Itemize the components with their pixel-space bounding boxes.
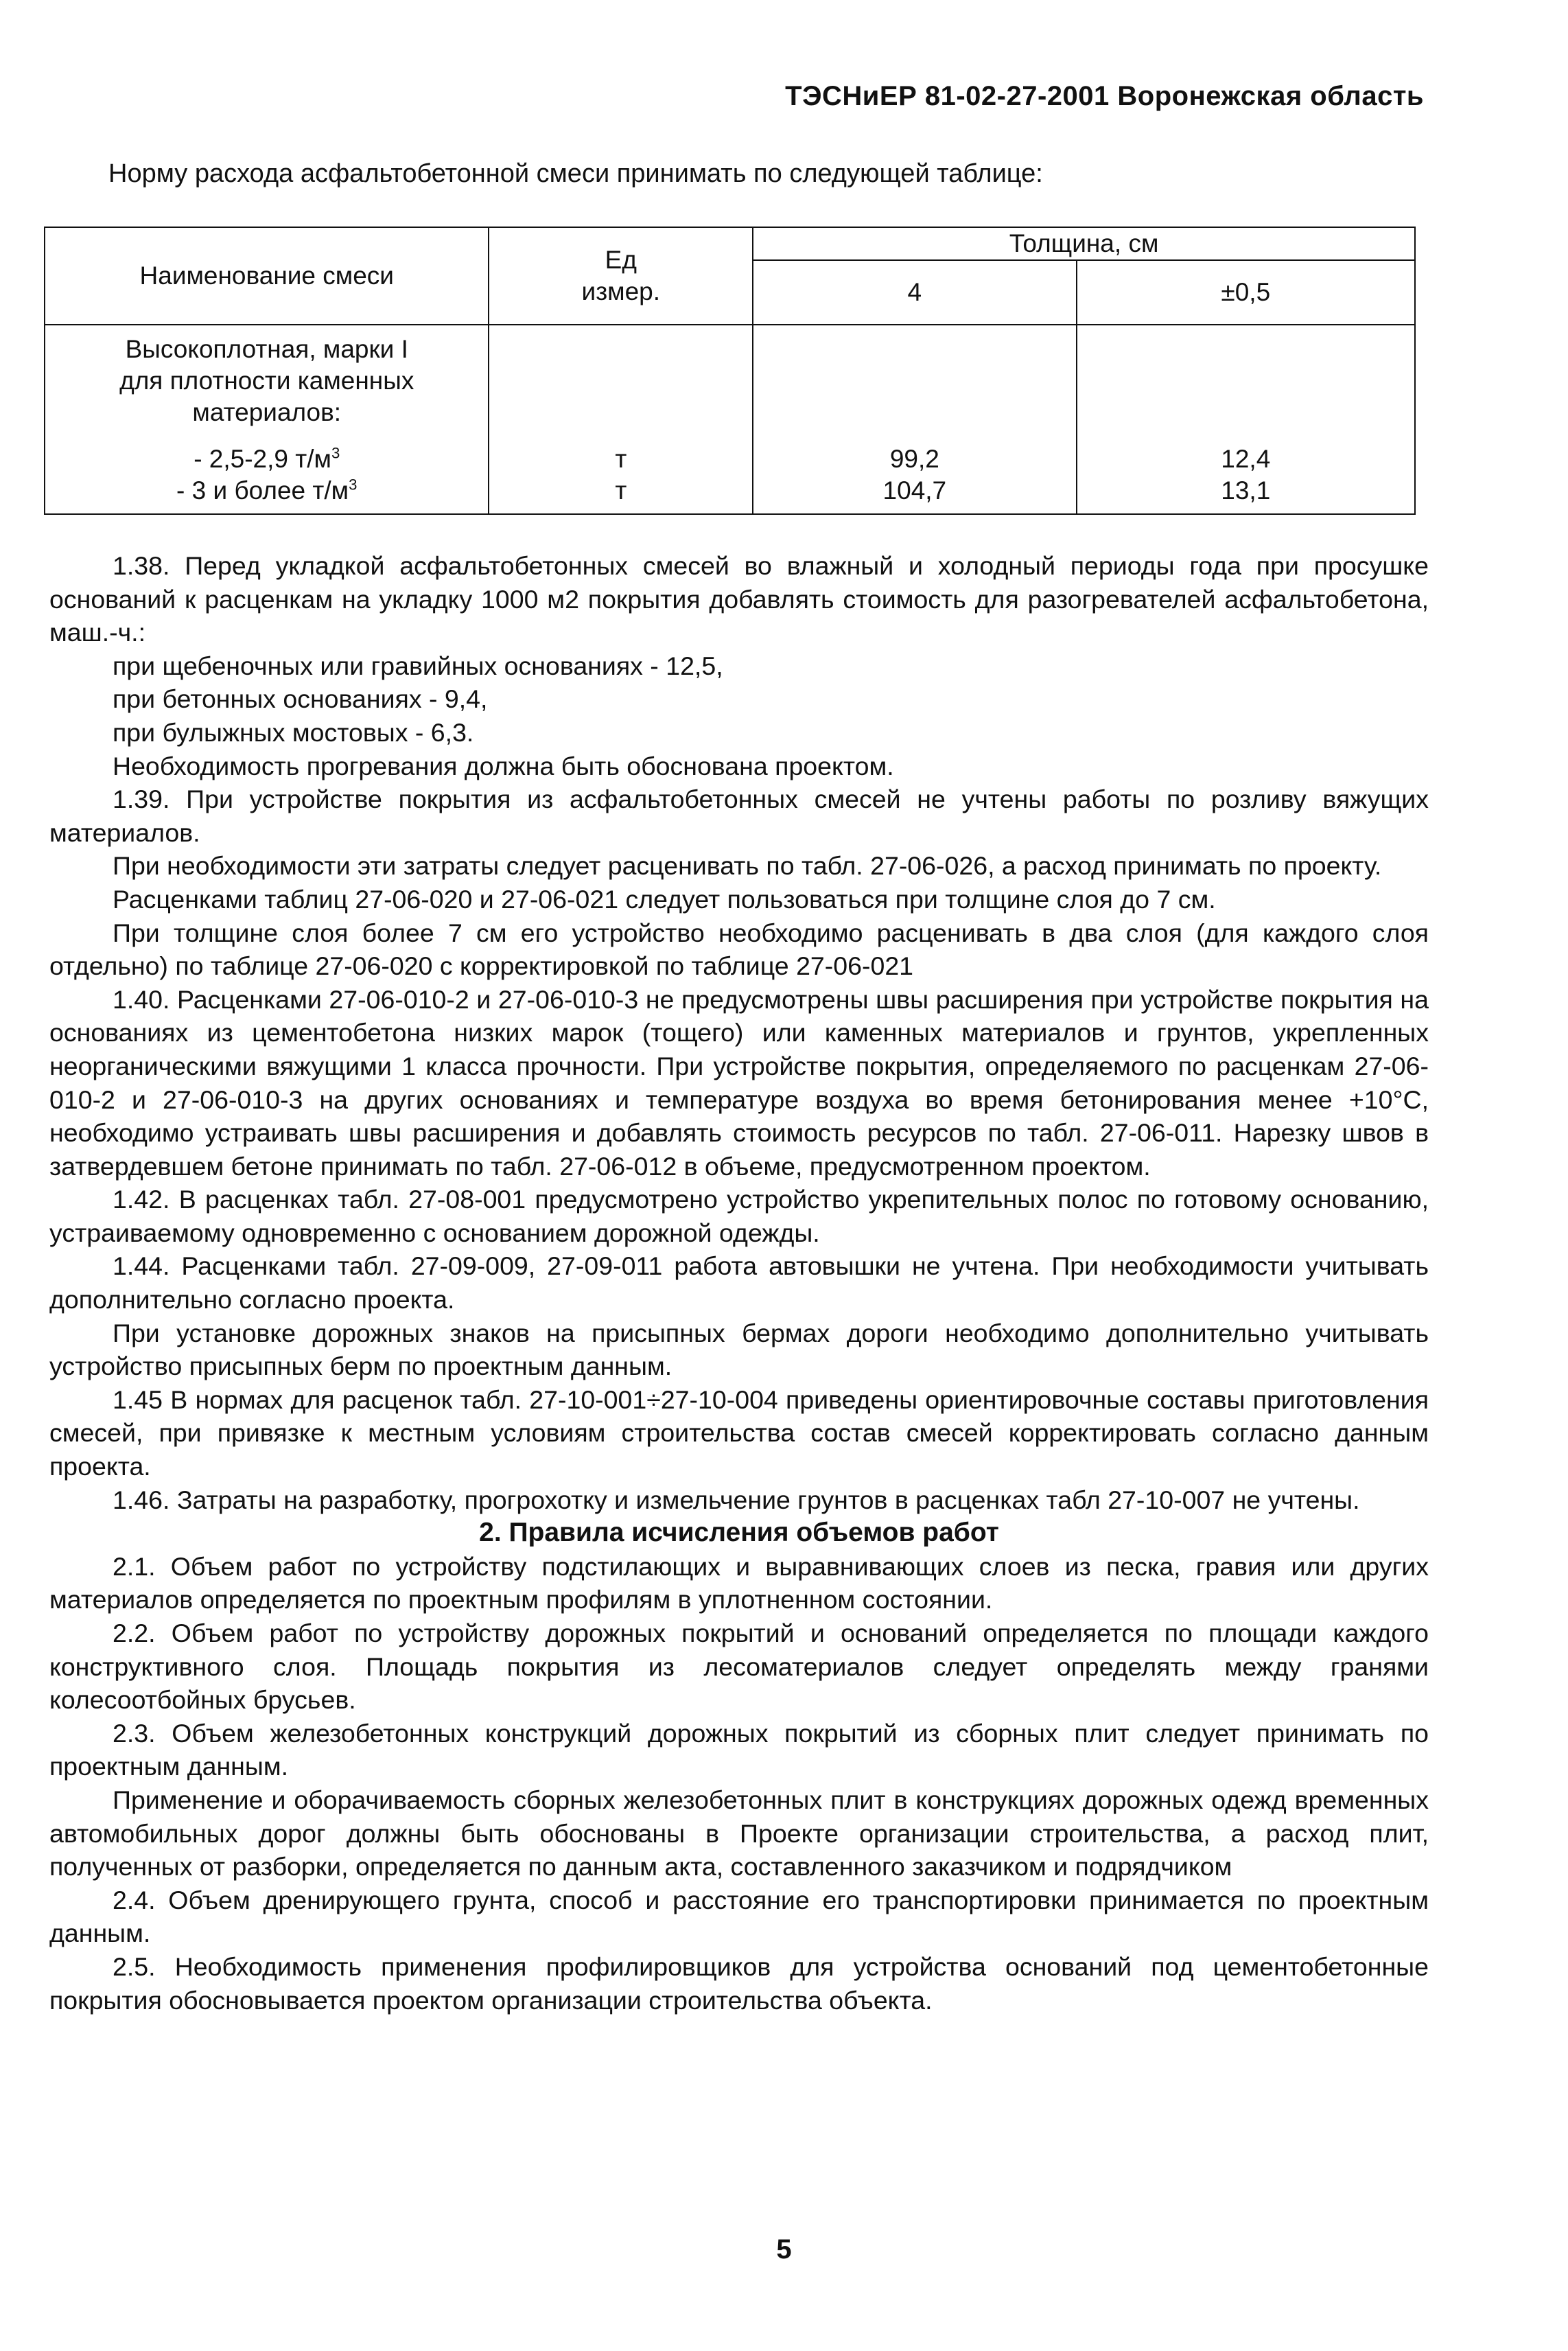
- paragraph: 1.40. Расценками 27-06-010-2 и 27-06-010-3 не предусмотрены швы расширения при устройстве покрытия на основаниях из цементобетона низких марок (тощего) или каменных материалов и грунтов, укрепленных неорганическими вяжущими 1 класса прочности. При устройстве покрытия, определяемого по расценкам 27-06-010-2 и 27-06-010-3 на других основаниях и температуре воздуха во время бетонирования менее +10°С, необходимо устраивать швы расширения и добавлять стоимость ресурсов по табл. 27-06-011. Нарезку швов в затвердевшем бетоне принимать по табл. 27-06-012 в объеме, предусмотренном проектом.: [49, 984, 1429, 1181]
- paragraph: 1.46. Затраты на разработку, прогрохотку и измельчение грунтов в расценках табл 27-10-007 не учтены.: [113, 1485, 1360, 1514]
- row-name-1-sup: 3: [331, 444, 340, 462]
- paragraph: Необходимость прогревания должна быть обоснована проектом.: [113, 751, 894, 780]
- body-text: [49, 549, 1429, 2017]
- paragraph: 1.45 В нормах для расценок табл. 27-10-001÷27-10-004 приведены ориентировочные составы приготовления смесей, при привязке к местным условиям строительства состав смесей корректировать согласно данным проекта.: [49, 1385, 1429, 1481]
- norm-table: [44, 227, 1416, 515]
- header-cell-unit: [489, 227, 753, 325]
- section-title: 2. Правила исчисления объемов работ: [479, 1518, 999, 1548]
- table-cell-v1: [753, 325, 1076, 514]
- section-paragraph: 2.3. Объем железобетонных конструкций дорожных покрытий из сборных плит следует принимать по проектным данным.: [49, 1718, 1429, 1781]
- row-value-1-t4: 99,2: [889, 445, 939, 473]
- header-cell-t2: [1077, 260, 1415, 325]
- row-name-1-text: - 2,5-2,9 т/м: [194, 445, 331, 473]
- paragraph: при булыжных мостовых - 6,3.: [113, 717, 474, 747]
- table-row-material: [45, 325, 489, 514]
- paragraph: 1.39. При устройстве покрытия из асфальтобетонных смесей не учтены работы по розливу вяжущих материалов.: [49, 785, 1429, 847]
- row-value-2-t05: 13,1: [1221, 476, 1271, 505]
- row-value-2-t4: 104,7: [882, 476, 947, 505]
- table-cell-v2: [1077, 325, 1415, 514]
- section-paragraph: 2.5. Необходимость применения профилировщиков для устройства оснований под цементобетонные покрытия обосновывается проектом организации строительства объекта.: [49, 1952, 1429, 2015]
- section-paragraph: 2.2. Объем работ по устройству дорожных покрытий и оснований определяется по площади каждого конструктивного слоя. Площадь покрытия из лесоматериалов следует определять между гранями колесоотбойных брусьев.: [49, 1619, 1429, 1715]
- row-unit-1: т: [615, 445, 627, 473]
- col-unit-label-1: Ед: [605, 246, 637, 274]
- group-label-2: для плотности каменных: [119, 367, 414, 395]
- paragraph: при бетонных основаниях - 9,4,: [113, 684, 488, 714]
- header-cell-thickness: [753, 227, 1415, 260]
- paragraph: Расценками таблиц 27-06-020 и 27-06-021 следует пользоваться при толщине слоя до 7 см.: [113, 884, 1216, 914]
- group-label-1: Высокоплотная, марки I: [125, 335, 408, 363]
- paragraph: При толщине слоя более 7 см его устройство необходимо расценивать в два слоя (для каждого слоя отдельно) по таблице 27-06-020 с корректировкой по таблице 27-06-021: [49, 918, 1429, 981]
- paragraph: 1.38. Перед укладкой асфальтобетонных смесей во влажный и холодный периоды года при просушке оснований к расценкам на укладку 1000 м2 покрытия добавлять стоимость для разогревателей асфальтобетона, маш.-ч.:: [49, 551, 1429, 647]
- page-number: 5: [776, 2234, 792, 2265]
- col-t2-label: ±0,5: [1221, 278, 1271, 306]
- paragraph: 1.42. В расценках табл. 27-08-001 предусмотрено устройство укрепительных полос по готовому основанию, устраиваемому одновременно с основанием дорожной одежды.: [49, 1185, 1429, 1247]
- row-name-2-sup: 3: [349, 476, 358, 494]
- section-paragraph: Применение и оборачиваемость сборных железобетонных плит в конструкциях дорожных одежд временных автомобильных дорог должны быть обоснованы в Проекте организации строительства, а расход плит, полученных от разборки, определяется по данным акта, составленного заказчиком и подрядчиком: [49, 1785, 1429, 1881]
- paragraph: При установке дорожных знаков на присыпных бермах дороги необходимо дополнительно учитывать устройство присыпных берм по проектным данным.: [49, 1318, 1429, 1381]
- group-label-3: материалов:: [192, 398, 342, 426]
- paragraph: 1.44. Расценками табл. 27-09-009, 27-09-011 работа автовышки не учтена. При необходимости учитывать дополнительно согласно проекта.: [49, 1251, 1429, 1315]
- row-name-2: [45, 475, 488, 507]
- row-unit-2: т: [615, 476, 627, 505]
- col-name-label: Наименование смеси: [139, 262, 394, 290]
- header-cell-name: [45, 227, 489, 325]
- table-cell-units: [489, 325, 753, 514]
- header-cell-t1: [753, 260, 1076, 325]
- col-unit-label-2: измер.: [581, 277, 661, 305]
- row-value-1-t05: 12,4: [1221, 445, 1271, 473]
- table-intro: Норму расхода асфальтобетонной смеси принимать по следующей таблице:: [108, 159, 1043, 188]
- row-name-1: [45, 443, 488, 475]
- section-paragraph: 2.1. Объем работ по устройству подстилающих и выравнивающих слоев из песка, гравия или других материалов определяется по проектным профилям в уплотненном состоянии.: [49, 1551, 1429, 1614]
- paragraph: При необходимости эти затраты следует расценивать по табл. 27-06-026, а расход принимать по проекту.: [113, 851, 1382, 881]
- section-paragraph: 2.4. Объем дренирующего грунта, способ и расстояние его транспортировки принимается по проектным данным.: [49, 1885, 1429, 1948]
- col-t1-label: 4: [907, 278, 922, 306]
- document-header: ТЭСНиЕР 81-02-27-2001 Воронежская область: [785, 81, 1424, 111]
- paragraph: при щебеночных или гравийных основаниях - 12,5,: [113, 651, 723, 680]
- col-thickness-label: Толщина, см: [1009, 229, 1159, 257]
- row-name-2-text: - 3 и более т/м: [176, 476, 349, 505]
